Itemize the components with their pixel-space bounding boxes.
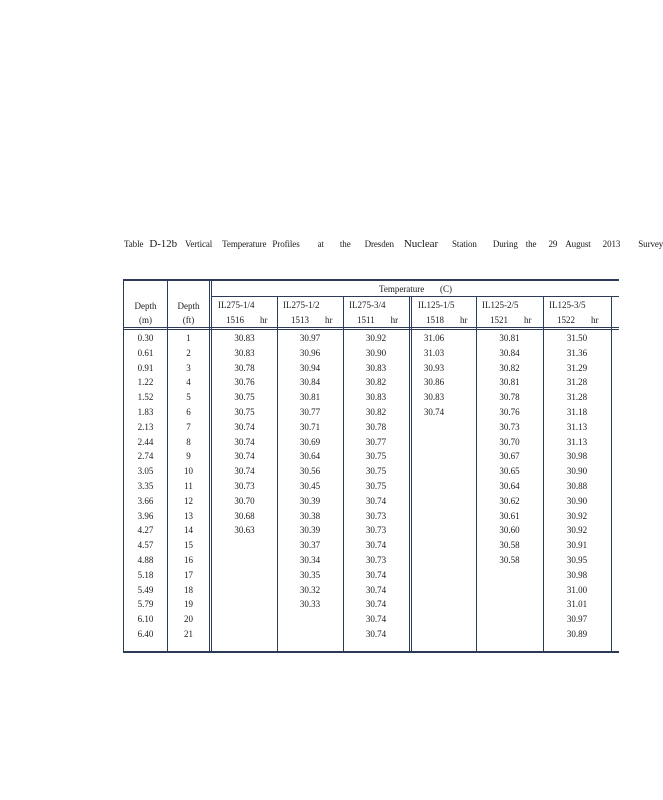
temperature-cell: 30.95 xyxy=(566,555,588,565)
temperature-group-header: Temperature (C) xyxy=(378,284,453,294)
depth-ft-cell: 2 xyxy=(186,347,191,358)
depth-m-cell: 5.79 xyxy=(137,599,154,610)
depth-ft-cell: 9 xyxy=(186,451,191,462)
temperature-cell: 30.98 xyxy=(566,451,588,462)
station-name-header: IL125-1/5 xyxy=(418,300,455,310)
depth-m-cell: 3.96 xyxy=(137,510,154,521)
station-name-header: IL275-3/4 xyxy=(349,300,386,310)
station-time: 1511 xyxy=(357,315,375,325)
temperature-cell: 30.78 xyxy=(499,392,520,403)
temperature-cell: 30.90 xyxy=(566,466,588,477)
temperature-cell: 30.63 xyxy=(234,525,255,536)
temperature-cell: 30.83 xyxy=(234,347,255,358)
depth-m-cell: 1.52 xyxy=(137,392,154,403)
depth-ft-cell: 19 xyxy=(184,599,193,610)
header-rule xyxy=(124,327,619,330)
station-name-header: IL125-2/5 xyxy=(482,300,519,310)
temperature-cell: 30.91 xyxy=(566,540,588,551)
station-time-header xyxy=(226,315,268,325)
temperature-cell: 30.73 xyxy=(365,555,387,565)
temperature-cell: 30.89 xyxy=(566,629,588,639)
temperature-cell: 30.84 xyxy=(299,377,321,388)
temperature-cell: 30.92 xyxy=(566,510,588,521)
station-time-header xyxy=(557,315,599,325)
temperature-cell: 30.93 xyxy=(423,362,445,373)
temperature-cell: 31.36 xyxy=(566,347,588,358)
temperature-table xyxy=(123,279,619,653)
caption-word: Dresden xyxy=(364,239,394,249)
temperature-cell: 30.67 xyxy=(499,451,520,462)
caption-word: Temperature xyxy=(222,239,267,249)
depth-m-unit: (m) xyxy=(139,315,152,325)
temperature-cell: 30.70 xyxy=(499,436,520,447)
temperature-cell: 30.92 xyxy=(566,525,588,536)
temperature-cell: 30.86 xyxy=(423,377,445,388)
temperature-cell: 30.96 xyxy=(299,347,321,358)
station-time-header xyxy=(426,315,468,325)
depth-m-cell: 0.30 xyxy=(137,333,154,343)
temperature-cell: 31.06 xyxy=(423,333,445,343)
depth-ft-cell: 4 xyxy=(186,377,191,388)
depth-m-cell: 4.27 xyxy=(137,525,154,536)
temperature-cell: 30.61 xyxy=(499,510,520,521)
depth-ft-cell: 3 xyxy=(186,362,191,373)
depth-m-cell: 4.57 xyxy=(137,540,154,551)
temperature-cell: 30.74 xyxy=(234,451,255,462)
temperature-cell: 30.62 xyxy=(499,495,520,506)
temperature-cell: 30.74 xyxy=(365,584,387,595)
temperature-cell: 30.90 xyxy=(566,495,588,506)
depth-m-cell: 6.40 xyxy=(137,629,154,639)
temperature-cell: 30.83 xyxy=(365,362,387,373)
temperature-cell: 31.01 xyxy=(566,599,588,610)
temperature-cell: 30.70 xyxy=(234,495,255,506)
station-time-unit: hr xyxy=(390,315,399,325)
caption-word: the xyxy=(525,239,537,249)
station-time-unit: hr xyxy=(460,315,468,325)
temperature-cell: 31.13 xyxy=(566,421,588,432)
depth-ft-cell: 1 xyxy=(186,333,191,343)
station-time: 1513 xyxy=(291,315,309,325)
depth-m-cell: 6.10 xyxy=(137,614,154,625)
caption-word: During xyxy=(492,239,518,249)
depth-ft-cell: 8 xyxy=(186,436,191,447)
temperature-cell: 30.73 xyxy=(234,481,255,491)
temperature-cell: 30.97 xyxy=(299,333,321,343)
temperature-cell: 30.65 xyxy=(499,466,520,477)
caption-word: Vertical xyxy=(184,239,213,249)
depth-ft-cell: 13 xyxy=(184,510,193,521)
temperature-cell: 30.78 xyxy=(234,362,255,373)
station-time: 1518 xyxy=(426,315,444,325)
temperature-cell: 30.64 xyxy=(499,481,520,491)
station-name-header: IL125-3/5 xyxy=(549,300,586,310)
depth-ft-cell: 14 xyxy=(184,525,193,536)
temperature-cell: 30.74 xyxy=(365,540,387,551)
depth-m-cell: 3.66 xyxy=(137,495,154,506)
temperature-cell: 31.29 xyxy=(566,362,588,373)
temperature-cell: 30.84 xyxy=(499,347,520,358)
temperature-cell: 31.28 xyxy=(566,392,588,403)
depth-m-cell: 3.05 xyxy=(137,466,154,477)
caption-word: 2013 xyxy=(602,239,621,249)
station-time-header xyxy=(357,315,398,325)
temperature-cell: 30.82 xyxy=(499,362,520,373)
temperature-cell: 30.74 xyxy=(234,421,255,432)
temperature-cell: 30.82 xyxy=(365,407,387,417)
temperature-cell: 30.74 xyxy=(365,569,387,580)
station-time-unit: hr xyxy=(591,315,599,325)
depth-m-header: Depth xyxy=(134,301,157,311)
temperature-cell: 30.58 xyxy=(499,540,520,551)
temperature-cell: 30.75 xyxy=(365,466,387,477)
station-name-header: IL275-1/2 xyxy=(283,300,320,310)
temperature-cell: 30.60 xyxy=(499,525,520,536)
depth-m-cell: 0.61 xyxy=(137,347,154,358)
depth-m-cell: 1.22 xyxy=(137,377,154,388)
caption-word: the xyxy=(339,239,351,249)
temperature-cell: 30.74 xyxy=(234,436,255,447)
depth-m-cell: 0.91 xyxy=(137,362,154,373)
temperature-cell: 30.38 xyxy=(299,510,321,521)
temperature-cell: 30.88 xyxy=(566,481,588,491)
temperature-cell: 31.13 xyxy=(566,436,588,447)
station-time-unit: hr xyxy=(325,315,333,325)
station-time-unit: hr xyxy=(524,315,532,325)
temperature-cell: 30.33 xyxy=(299,599,321,610)
temperature-cell: 30.98 xyxy=(566,569,588,580)
temperature-cell: 30.77 xyxy=(365,436,387,447)
temperature-cell: 30.75 xyxy=(234,392,255,403)
depth-ft-cell: 12 xyxy=(184,495,193,506)
caption-word: Nuclear xyxy=(403,238,439,250)
caption-table-id: D-12b xyxy=(149,238,177,250)
temperature-cell: 30.32 xyxy=(299,584,321,595)
caption-word: at xyxy=(317,239,324,249)
temperature-cell: 30.74 xyxy=(423,407,445,417)
station-time-unit: hr xyxy=(260,315,268,325)
depth-m-cell: 2.13 xyxy=(137,421,154,432)
caption-word: Table xyxy=(124,239,144,249)
header-rule xyxy=(212,296,619,297)
temperature-cell: 30.75 xyxy=(365,451,387,462)
depth-m-cell: 2.74 xyxy=(137,451,154,462)
depth-ft-cell: 15 xyxy=(184,540,193,551)
temperature-cell: 30.45 xyxy=(299,481,321,491)
temperature-cell: 31.50 xyxy=(566,333,588,343)
temperature-cell: 30.56 xyxy=(299,466,321,477)
caption-word: 29 xyxy=(548,239,558,249)
temperature-cell: 30.74 xyxy=(365,614,387,625)
temperature-cell: 30.97 xyxy=(566,614,588,625)
temperature-cell: 30.83 xyxy=(365,392,387,403)
depth-m-cell: 4.88 xyxy=(137,555,154,565)
depth-m-cell: 5.49 xyxy=(137,584,154,595)
temperature-cell: 30.58 xyxy=(499,555,520,565)
depth-m-cell: 1.83 xyxy=(137,407,154,417)
temperature-cell: 30.76 xyxy=(234,377,255,388)
temperature-cell: 30.73 xyxy=(365,510,387,521)
temperature-cell: 30.73 xyxy=(365,525,387,536)
temperature-cell: 30.69 xyxy=(299,436,321,447)
temperature-cell: 30.71 xyxy=(299,421,321,432)
temperature-cell: 30.39 xyxy=(299,525,321,536)
temperature-cell: 31.03 xyxy=(423,347,445,358)
temperature-cell: 30.83 xyxy=(423,392,445,403)
depth-ft-cell: 6 xyxy=(186,407,191,417)
depth-m-cell: 3.35 xyxy=(137,481,154,491)
temperature-cell: 30.75 xyxy=(365,481,387,491)
temperature-cell: 31.28 xyxy=(566,377,588,388)
temperature-cell: 30.39 xyxy=(299,495,321,506)
depth-ft-unit: (ft) xyxy=(182,315,195,325)
temperature-cell: 31.00 xyxy=(566,584,588,595)
station-time: 1522 xyxy=(557,315,575,325)
col-divider xyxy=(611,297,612,651)
caption-word: August xyxy=(565,239,591,249)
temperature-cell: 30.74 xyxy=(365,599,387,610)
station-time: 1516 xyxy=(226,315,244,325)
depth-ft-cell: 7 xyxy=(186,421,191,432)
depth-ft-cell: 20 xyxy=(184,614,193,625)
temperature-cell: 30.94 xyxy=(299,362,321,373)
station-time: 1521 xyxy=(490,315,508,325)
temperature-cell: 30.64 xyxy=(299,451,321,462)
temperature-cell: 30.90 xyxy=(365,347,387,358)
temperature-cell: 30.83 xyxy=(234,333,255,343)
depth-ft-cell: 16 xyxy=(184,555,193,565)
depth-ft-cell: 5 xyxy=(186,392,191,403)
temperature-cell: 30.75 xyxy=(234,407,255,417)
depth-ft-header: Depth xyxy=(177,301,200,311)
temperature-cell: 30.81 xyxy=(499,377,520,388)
depth-ft-cell: 11 xyxy=(184,481,193,491)
station-time-header xyxy=(291,315,333,325)
temperature-cell: 30.74 xyxy=(234,466,255,477)
temperature-cell: 30.68 xyxy=(234,510,255,521)
caption-word: Station xyxy=(452,239,477,249)
temperature-cell: 30.81 xyxy=(499,333,520,343)
station-name-header: IL275-1/4 xyxy=(218,300,255,310)
temperature-cell: 30.82 xyxy=(365,377,387,388)
temperature-cell: 30.74 xyxy=(365,629,387,639)
station-time-header xyxy=(490,315,532,325)
temperature-cell: 30.81 xyxy=(299,392,321,403)
temperature-cell: 30.77 xyxy=(299,407,321,417)
depth-m-cell: 2.44 xyxy=(137,436,154,447)
temperature-cell: 30.37 xyxy=(299,540,321,551)
table-caption xyxy=(124,238,663,250)
depth-ft-cell: 21 xyxy=(184,629,193,639)
depth-ft-cell: 10 xyxy=(184,466,193,477)
depth-ft-cell: 18 xyxy=(184,584,193,595)
caption-word: Profiles xyxy=(272,239,300,249)
depth-ft-cell: 17 xyxy=(184,569,193,580)
temperature-cell: 30.35 xyxy=(299,569,321,580)
temperature-cell: 30.92 xyxy=(365,333,387,343)
temperature-cell: 30.73 xyxy=(499,421,520,432)
depth-m-cell: 5.18 xyxy=(137,569,154,580)
temperature-cell: 30.76 xyxy=(499,407,520,417)
temperature-cell: 30.34 xyxy=(299,555,321,565)
temperature-cell: 31.18 xyxy=(566,407,588,417)
caption-word: Survey xyxy=(638,239,663,249)
temperature-cell: 30.78 xyxy=(365,421,387,432)
temperature-cell: 30.74 xyxy=(365,495,387,506)
